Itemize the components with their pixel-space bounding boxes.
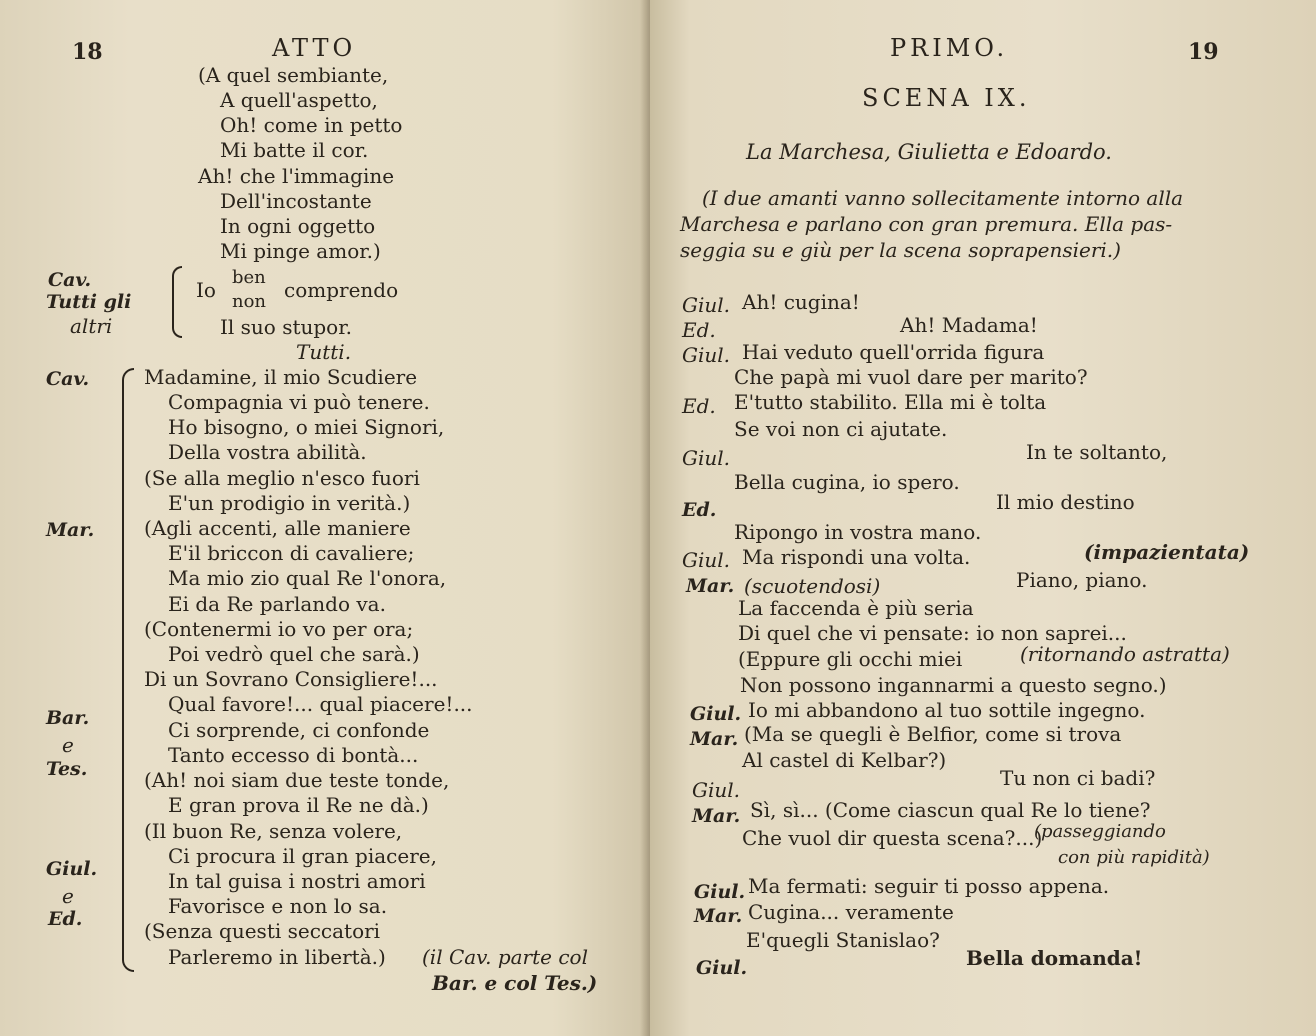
dialogue-line: Al castel di Kelbar?) xyxy=(742,748,947,772)
dialogue-line: Ripongo in vostra mano. xyxy=(734,520,982,544)
speaker-label: Cav. xyxy=(46,368,90,390)
speaker-label: Giul. xyxy=(692,778,741,802)
verse-line: Tanto eccesso di bontà... xyxy=(168,743,419,767)
verse-line: (Senza questi seccatori xyxy=(144,919,381,943)
speaker-label: Giul. xyxy=(696,957,748,979)
verse-line: (Agli accenti, alle maniere xyxy=(144,516,411,540)
verse-word: comprendo xyxy=(284,278,399,302)
verse-line: Ci procura il gran piacere, xyxy=(168,844,437,868)
dialogue-line: Che vuol dir questa scena?...) xyxy=(742,826,1043,850)
speaker-label: Ed. xyxy=(682,318,716,342)
dialogue-line: Hai veduto quell'orrida figura xyxy=(742,340,1045,364)
verse-line: Oh! come in petto xyxy=(220,113,403,137)
speaker-label: Ed. xyxy=(682,499,717,521)
scene-characters: La Marchesa, Giulietta e Edoardo. xyxy=(746,140,1112,164)
verse-line: Ho bisogno, o miei Signori, xyxy=(168,415,445,439)
dialogue-line: (Ma se quegli è Belfior, come si trova xyxy=(744,722,1122,746)
verse-line: (Il buon Re, senza volere, xyxy=(144,819,403,843)
verse-line: Della vostra abilità. xyxy=(168,440,367,464)
verse-line: (Ah! noi siam due teste tonde, xyxy=(144,768,450,792)
dialogue-line: Ma rispondi una volta. xyxy=(742,545,971,569)
speaker-label: e xyxy=(62,884,74,908)
dialogue-line: Il mio destino xyxy=(996,490,1135,514)
speaker-label: Mar. xyxy=(686,575,735,597)
dialogue-line: (Eppure gli occhi miei xyxy=(738,647,963,671)
verse-line: Ma mio zio qual Re l'onora, xyxy=(168,566,447,590)
page-number-left: 18 xyxy=(72,39,103,65)
speaker-label: Ed. xyxy=(48,908,83,930)
dialogue-line: Piano, piano. xyxy=(1016,568,1148,592)
dialogue-line: Tu non ci badi? xyxy=(1000,766,1156,790)
stage-direction: seggia su e giù per la scena soprapensieri.) xyxy=(680,238,1121,262)
speaker-label: Mar. xyxy=(690,728,739,750)
brace xyxy=(122,368,134,972)
stage-direction: (impazientata) xyxy=(1084,540,1250,564)
speaker-label: Mar. xyxy=(692,805,741,827)
verse-line: Compagnia vi può tenere. xyxy=(168,390,430,414)
brace xyxy=(172,266,182,338)
verse-word: Io xyxy=(196,278,216,302)
speaker-label: Ed. xyxy=(682,394,716,418)
verse-line: Ci sorprende, ci confonde xyxy=(168,718,430,742)
speaker-label: Cav. xyxy=(48,269,92,291)
verse-line: Favorisce e non lo sa. xyxy=(168,894,388,918)
dialogue-line: Cugina... veramente xyxy=(748,900,954,924)
stage-direction: (I due amanti vanno sollecitamente intorno alla xyxy=(702,186,1184,210)
verse-line: Mi pinge amor.) xyxy=(220,239,381,263)
verse-line: Mi batte il cor. xyxy=(220,138,369,162)
dialogue-line: E'tutto stabilito. Ella mi è tolta xyxy=(734,390,1047,414)
speaker-label: Tes. xyxy=(46,758,88,780)
right-page xyxy=(650,0,1316,1036)
verse-word: non xyxy=(232,291,267,312)
dialogue-line: Ma fermati: seguir ti posso appena. xyxy=(748,874,1110,898)
verse-line: (A quel sembiante, xyxy=(198,63,389,87)
speaker-label: Tutti gli xyxy=(46,291,132,313)
verse-line: E gran prova il Re ne dà.) xyxy=(168,793,429,817)
verse-line: Il suo stupor. xyxy=(220,315,352,339)
verse-line: Poi vedrò quel che sarà.) xyxy=(168,642,420,666)
dialogue-line: Se voi non ci ajutate. xyxy=(734,417,948,441)
speaker-label: e xyxy=(62,733,74,757)
speaker-label: altri xyxy=(70,314,113,338)
stage-direction: Tutti. xyxy=(296,340,352,364)
dialogue-line: Ah! cugina! xyxy=(742,290,860,314)
dialogue-line: Che papà mi vuol dare per marito? xyxy=(734,365,1088,389)
speaker-label: Bar. xyxy=(46,707,90,729)
speaker-label: Giul. xyxy=(46,858,98,880)
page-number-right: 19 xyxy=(1188,39,1219,65)
speaker-label: Giul. xyxy=(682,293,731,317)
stage-direction: Bar. e col Tes.) xyxy=(432,971,598,995)
verse-line: E'il briccon di cavaliere; xyxy=(168,541,415,565)
verse-line: Parleremo in libertà.) xyxy=(168,945,386,969)
verse-line: Ei da Re parlando va. xyxy=(168,592,386,616)
speaker-label: Giul. xyxy=(682,343,731,367)
stage-direction: (ritornando astratta) xyxy=(1020,642,1230,666)
left-page xyxy=(0,0,650,1036)
verse-line: In tal guisa i nostri amori xyxy=(168,869,426,893)
verse-word: ben xyxy=(232,267,266,288)
verse-line: E'un prodigio in verità.) xyxy=(168,491,411,515)
speaker-label: Giul. xyxy=(690,703,742,725)
dialogue-line: Bella domanda! xyxy=(966,946,1143,970)
dialogue-line: Io mi abbandono al tuo sottile ingegno. xyxy=(748,698,1146,722)
stage-direction: Marchesa e parlano con gran premura. Ella pas- xyxy=(680,212,1173,236)
speaker-label: Giul. xyxy=(694,881,746,903)
dialogue-line: Non possono ingannarmi a questo segno.) xyxy=(740,673,1167,697)
running-header-left: ATTO xyxy=(272,34,357,62)
dialogue-line: E'quegli Stanislao? xyxy=(746,928,940,952)
verse-line: In ogni oggetto xyxy=(220,214,376,238)
speaker-label: Giul. xyxy=(682,446,731,470)
verse-line: Madamine, il mio Scudiere xyxy=(144,365,418,389)
stage-direction: con più rapidità) xyxy=(1058,847,1210,868)
dialogue-line: Bella cugina, io spero. xyxy=(734,470,960,494)
verse-line: Dell'incostante xyxy=(220,189,372,213)
stage-direction: (il Cav. parte col xyxy=(422,945,588,969)
stage-direction: (passeggiando xyxy=(1034,821,1166,842)
dialogue-line: Ah! Madama! xyxy=(900,313,1038,337)
verse-line: Qual favore!... qual piacere!... xyxy=(168,692,473,716)
verse-line: (Contenermi io vo per ora; xyxy=(144,617,414,641)
scene-title: SCENA IX. xyxy=(862,84,1031,112)
verse-line: A quell'aspetto, xyxy=(220,88,378,112)
dialogue-line: In te soltanto, xyxy=(1026,440,1168,464)
verse-line: Di un Sovrano Consigliere!... xyxy=(144,667,438,691)
speaker-label: Mar. xyxy=(694,905,743,927)
stage-direction: (scuotendosi) xyxy=(744,574,881,598)
verse-line: Ah! che l'immagine xyxy=(198,164,395,188)
speaker-label: Mar. xyxy=(46,519,95,541)
verse-line: (Se alla meglio n'esco fuori xyxy=(144,466,420,490)
dialogue-line: Sì, sì... (Come ciascun qual Re lo tiene? xyxy=(750,798,1151,822)
dialogue-line: Di quel che vi pensate: io non saprei... xyxy=(738,621,1127,645)
dialogue-line: La faccenda è più seria xyxy=(738,596,974,620)
running-header-right: PRIMO. xyxy=(890,34,1009,62)
speaker-label: Giul. xyxy=(682,548,731,572)
